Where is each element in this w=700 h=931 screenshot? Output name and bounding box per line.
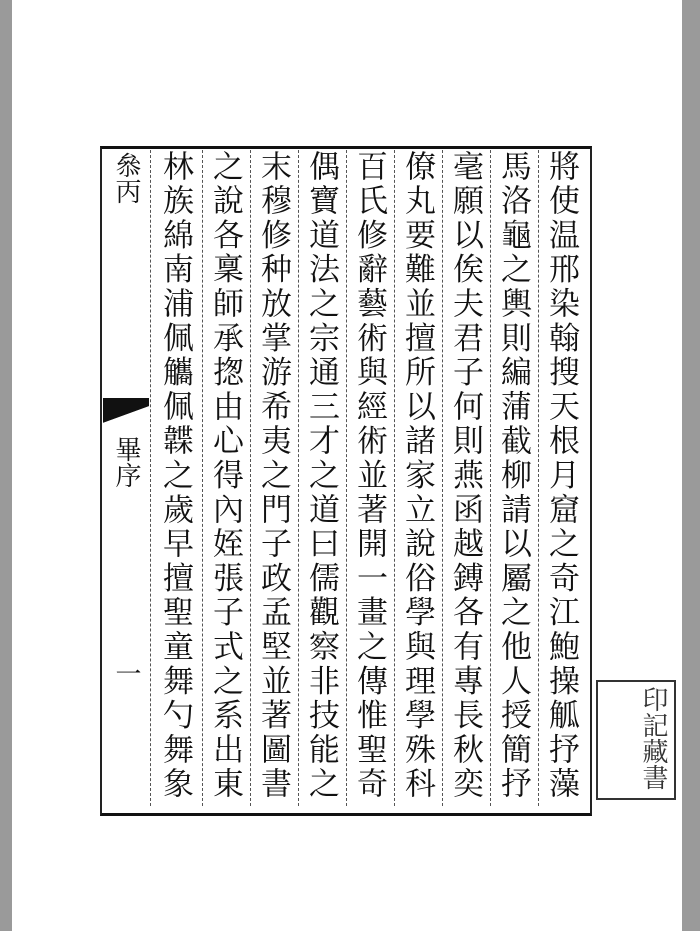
column-rule [150, 150, 151, 806]
scan-margin-left [0, 0, 12, 931]
text-column-6: 偶寶道法之宗通三才之道曰儒觀察非技能之 [303, 150, 339, 802]
collector-seal: 印記藏書 [596, 680, 676, 800]
text-column-8: 之說各稟師承揔由心得內姪張子式之系出東 [207, 150, 243, 802]
text-column-3: 毫願以俟夫君子何則燕函越鎛各有專長秋奕 [447, 150, 483, 802]
text-column-7: 末穆修种放掌游希夷之門子政孟堅並著圖書 [255, 150, 291, 802]
text-column-9: 林族綿南浦佩觿佩韘之歲早擅聖童舞勺舞象 [157, 150, 193, 802]
fish-tail-mark [103, 398, 149, 426]
text-column-5: 百氏修辭藝術與經術並著開一畫之傳惟聖奇 [351, 150, 387, 802]
text-column-2: 馬洛龜之輿則編蒲截柳請以屬之他人授簡抒 [495, 150, 531, 802]
text-column-1: 將使温邢染翰搜天根月窟之奇江鮑操觚抒藻 [543, 150, 579, 802]
text-column-4: 僚丸要難並擅所以諸家立說俗學與理學殊科 [399, 150, 435, 802]
page-number: 一 [111, 660, 141, 686]
scan-margin-right [682, 0, 700, 931]
margin-section-label: 畢序 [111, 436, 141, 488]
margin-volume-label: 叅丙 [111, 152, 141, 204]
